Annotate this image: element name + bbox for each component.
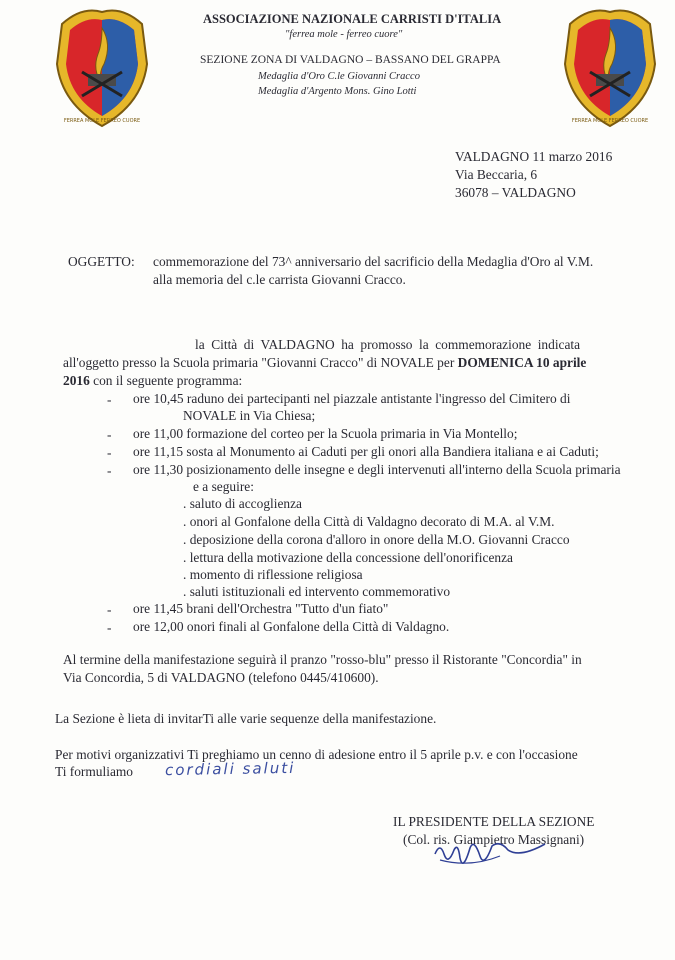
program-dash: - xyxy=(107,602,112,617)
rsvp-line-1: Per motivi organizzativi Ti preghiamo un cenno di adesione entro il 5 aprile p.v. e con l'occasione xyxy=(55,747,578,762)
street-address: Via Beccaria, 6 xyxy=(455,167,538,182)
section-name: SEZIONE ZONA DI VALDAGNO – BASSANO DEL GRAPPA xyxy=(200,54,501,66)
program-dash: - xyxy=(107,392,112,407)
program-item: ore 11,00 formazione del corteo per la Scuola primaria in Via Montello; xyxy=(133,426,518,441)
intro-line-3: con il seguente programma: xyxy=(93,373,243,388)
intro-line-2: all'oggetto presso la Scuola primaria "Giovanni Cracco" di NOVALE per xyxy=(63,355,455,370)
sub-item: . deposizione della corona d'alloro in onore della M.O. Giovanni Cracco xyxy=(183,532,570,547)
invite-line: La Sezione è lieta di invitarTi alle varie sequenze della manifestazione. xyxy=(55,711,437,726)
association-name: ASSOCIAZIONE NAZIONALE CARRISTI D'ITALIA xyxy=(203,12,502,26)
sub-item: . onori al Gonfalone della Città di Valdagno decorato di M.A. al V.M. xyxy=(183,514,555,529)
subject-label: OGGETTO: xyxy=(68,254,135,269)
intro-line-1: la Città di VALDAGNO ha promosso la commemorazione indicata xyxy=(195,337,581,352)
intro-line-3-row xyxy=(63,374,242,387)
subject-line-1: commemorazione del 73^ anniversario del sacrificio della Medaglia d'Oro al V.M. xyxy=(153,254,594,269)
program-dash: - xyxy=(107,463,112,478)
date-line: VALDAGNO 11 marzo 2016 xyxy=(455,149,613,164)
program-dash: - xyxy=(107,427,112,442)
gold-medal-line: Medaglia d'Oro C.le Giovanni Cracco xyxy=(258,71,420,82)
association-crest-left-logo xyxy=(52,4,152,134)
handwritten-signature xyxy=(430,832,550,877)
program-dash: - xyxy=(107,445,112,460)
sub-item: . saluto di accoglienza xyxy=(183,496,302,511)
sub-item: . momento di riflessione religiosa xyxy=(183,567,363,582)
program-item: NOVALE in Via Chiesa; xyxy=(183,408,316,423)
lunch-line-1: Al termine della manifestazione seguirà il pranzo "rosso-blu" presso il Ristorante "Concordia" in xyxy=(63,652,582,667)
lunch-line-2: Via Concordia, 5 di VALDAGNO (telefono 0445/410600). xyxy=(63,670,379,685)
handwritten-greeting: cordiali saluti xyxy=(164,758,296,780)
program-dash: - xyxy=(107,620,112,635)
sub-item: . lettura della motivazione della concessione dell'onorificenza xyxy=(183,550,513,565)
rsvp-line-2: Ti formuliamo xyxy=(55,764,133,779)
silver-medal-line: Medaglia d'Argento Mons. Gino Lotti xyxy=(258,86,417,97)
program-item: ore 12,00 onori finali al Gonfalone della Città di Valdagno. xyxy=(133,619,450,634)
program-item: ore 10,45 raduno dei partecipanti nel piazzale antistante l'ingresso del Cimitero di xyxy=(133,391,571,406)
association-crest-right-logo xyxy=(560,4,660,134)
intro-line-2-row xyxy=(63,356,586,369)
president-title: IL PRESIDENTE DELLA SEZIONE xyxy=(393,814,595,829)
program-item: e a seguire: xyxy=(193,479,254,494)
president-name: (Col. ris. Giampietro Massignani) xyxy=(403,832,585,847)
sub-item: . saluti istituzionali ed intervento commemorativo xyxy=(183,584,451,599)
program-item: ore 11,45 brani dell'Orchestra "Tutto d'un fiato" xyxy=(133,601,389,616)
city-address: 36078 – VALDAGNO xyxy=(455,185,576,200)
program-item: ore 11,15 sosta al Monumento ai Caduti per gli onori alla Bandiera italiana e ai Caduti; xyxy=(133,444,599,459)
logo-motto-text: FERREA MOLE FERREO CUORE xyxy=(63,118,141,124)
association-motto: "ferrea mole - ferreo cuore" xyxy=(285,29,403,40)
subject-line-2: alla memoria del c.le carrista Giovanni Cracco. xyxy=(153,272,406,287)
event-date-bold: DOMENICA 10 aprile xyxy=(457,355,587,370)
logo-motto-text: FERREA MOLE FERREO CUORE xyxy=(571,118,649,124)
event-year-bold: 2016 xyxy=(63,373,90,388)
program-item: ore 11,30 posizionamento delle insegne e degli intervenuti all'interno della Scuola primaria xyxy=(133,462,621,477)
